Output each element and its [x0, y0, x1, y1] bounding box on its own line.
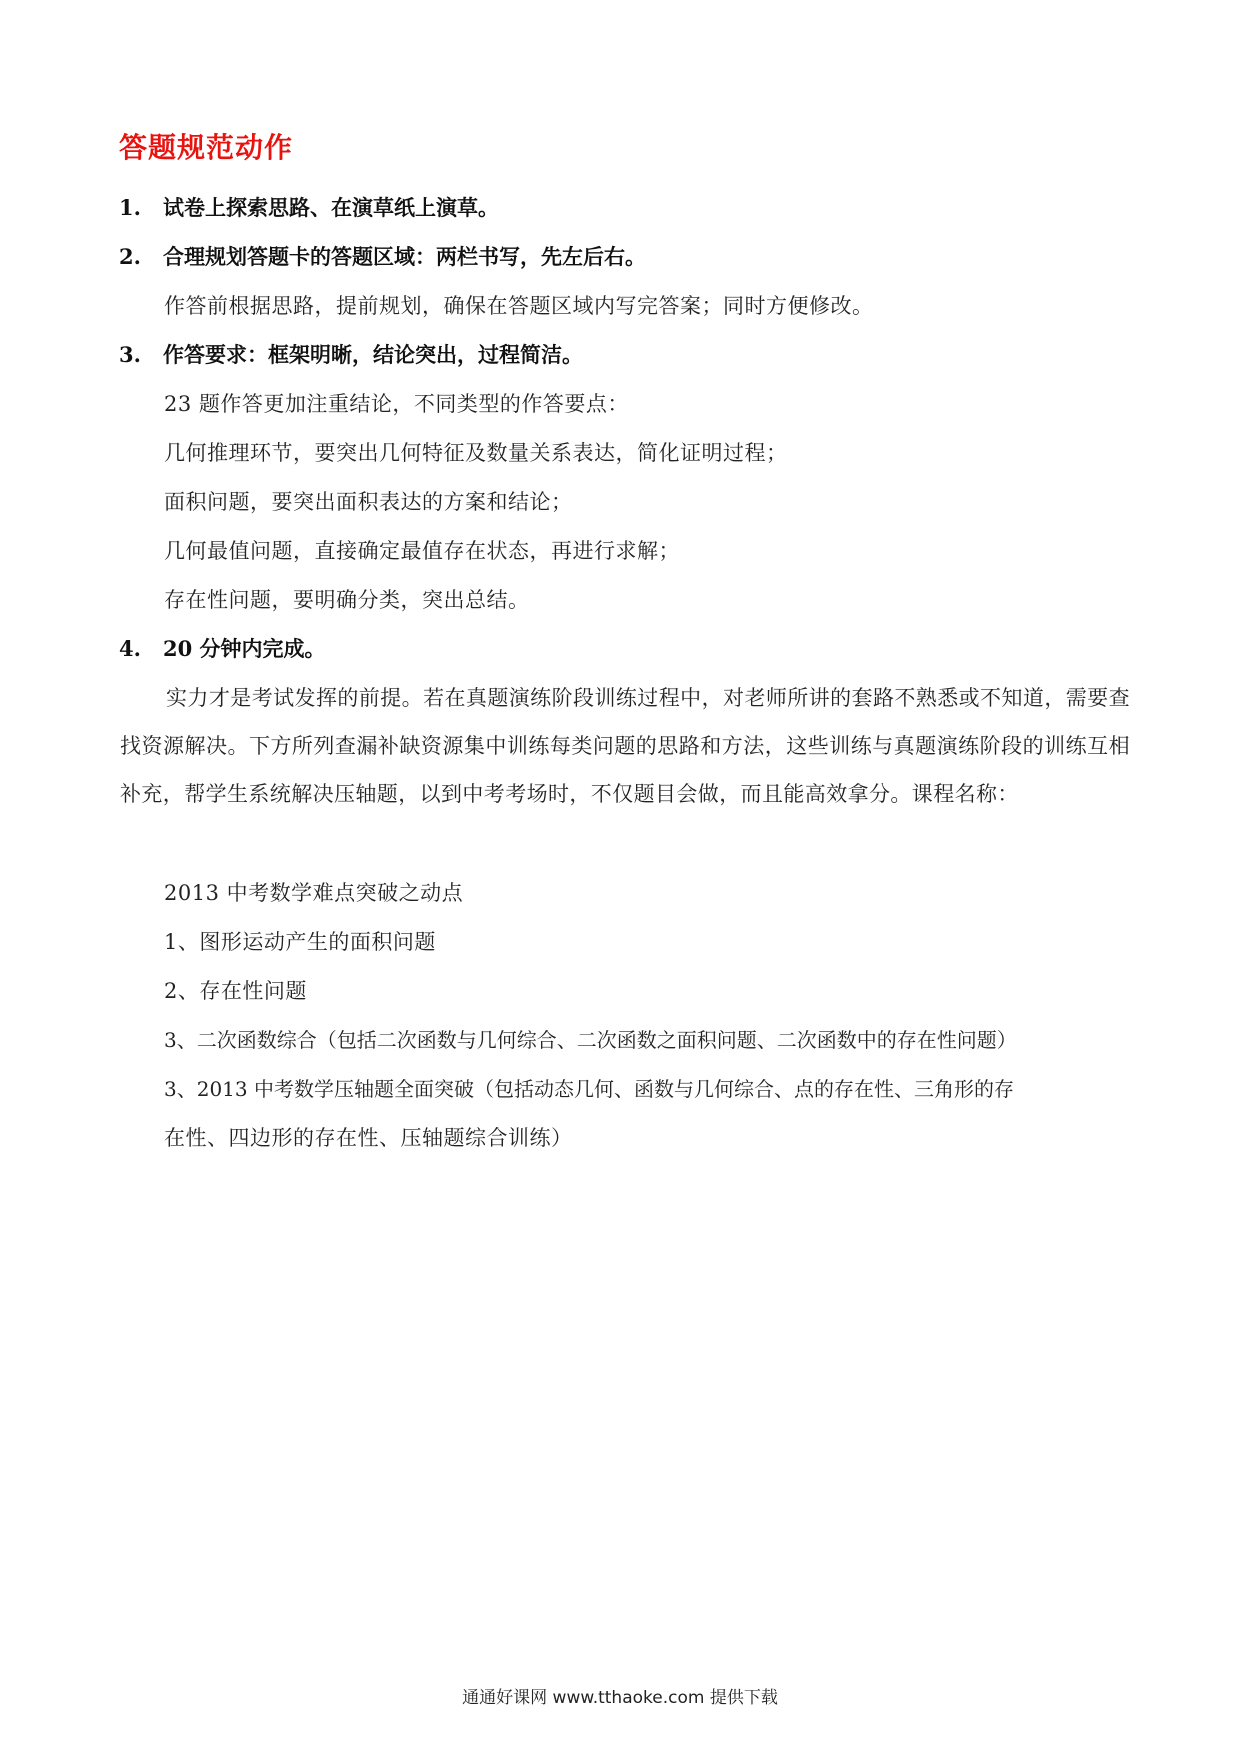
- item-text: 合理规划答题卡的答题区域：两栏书写，先左后右。: [163, 244, 646, 269]
- course-item-continued: 在性、四边形的存在性、压轴题综合训练）: [164, 1126, 573, 1150]
- item-3-note: 几何推理环节，要突出几何特征及数量关系表达，简化证明过程；: [164, 441, 788, 465]
- item-2: [119, 242, 646, 272]
- item-number: 1.: [119, 195, 141, 220]
- item-number: 4.: [119, 636, 141, 661]
- course-item: 2013 中考数学难点突破之动点: [164, 881, 464, 905]
- course-item: 1、图形运动产生的面积问题: [164, 930, 436, 954]
- item-3-note: 存在性问题，要明确分类，突出总结。: [164, 588, 530, 612]
- item-3: [119, 340, 583, 370]
- course-item: 3、2013 中考数学压轴题全面突破（包括动态几何、函数与几何综合、点的存在性、三角形的存: [164, 1077, 1014, 1101]
- item-2-note: 作答前根据思路，提前规划，确保在答题区域内写完答案；同时方便修改。: [164, 294, 874, 318]
- item-3-note: 几何最值问题，直接确定最值存在状态，再进行求解；: [164, 539, 680, 563]
- item-number: 3.: [119, 342, 141, 367]
- footer-source: 通通好课网 www.tthaoke.com 提供下载: [462, 1688, 778, 1708]
- item-1: [119, 193, 499, 223]
- item-text: 作答要求：框架明晰，结论突出，过程简洁。: [163, 342, 583, 367]
- item-text: 试卷上探索思路、在演草纸上演草。: [163, 195, 499, 220]
- item-text: 20 分钟内完成。: [163, 636, 326, 661]
- item-number: 2.: [119, 244, 141, 269]
- course-item: 2、存在性问题: [164, 979, 307, 1003]
- item-4: [119, 634, 326, 664]
- page-title: 答题规范动作: [119, 131, 294, 164]
- item-3-note: 面积问题，要突出面积表达的方案和结论；: [164, 490, 573, 514]
- item-3-note: 23 题作答更加注重结论，不同类型的作答要点：: [164, 392, 629, 416]
- course-item: 3、二次函数综合（包括二次函数与几何综合、二次函数之面积问题、二次函数中的存在性问题）: [164, 1028, 1017, 1052]
- body-paragraph: 实力才是考试发挥的前提。若在真题演练阶段训练过程中，对老师所讲的套路不熟悉或不知道，需要查找资源解决。下方所列查漏补缺资源集中训练每类问题的思路和方法，这些训练与真题演练阶段的训练互相补充，帮学生系统解决压轴题，以到中考考场时，不仅题目会做，而且能高效拿分。课程名称：: [120, 686, 1130, 806]
